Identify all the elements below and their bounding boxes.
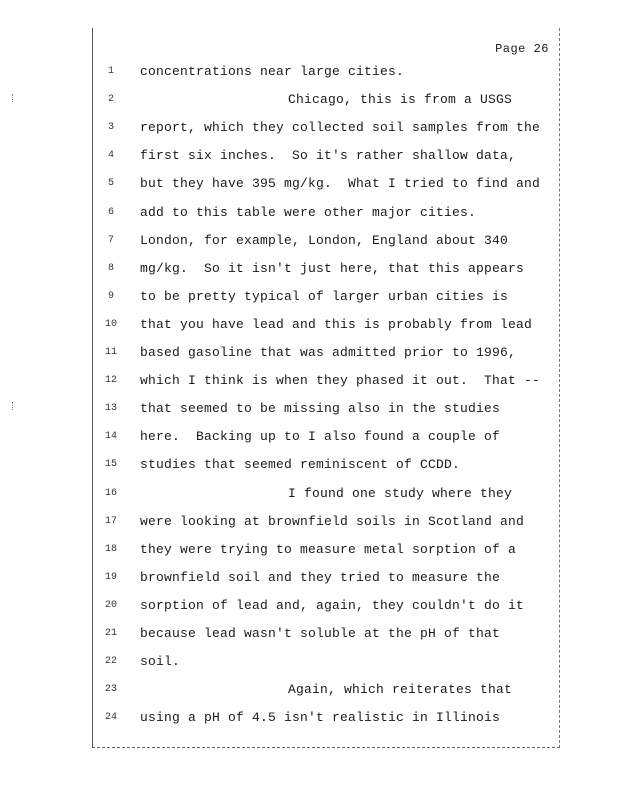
line-number: 7 <box>107 235 114 246</box>
transcript-line-text: studies that seemed reminiscent of CCDD. <box>140 457 461 472</box>
transcript-line-text: first six inches. So it's rather shallow data, <box>140 148 517 163</box>
transcript-line-text: but they have 395 mg/kg. What I tried to find and <box>140 176 541 191</box>
transcript-line-text: add to this table were other major cities. <box>140 205 477 220</box>
transcript-line-text: based gasoline that was admitted prior to 1996, <box>140 345 517 360</box>
transcript-line-text: to be pretty typical of larger urban cities is <box>140 289 509 304</box>
line-number: 14 <box>104 431 117 442</box>
transcript-line-text: that seemed to be missing also in the studies <box>140 401 501 416</box>
transcript-line-text: Again, which reiterates that <box>288 682 513 697</box>
line-number: 19 <box>104 572 117 583</box>
line-number: 4 <box>107 150 114 161</box>
line-number: 6 <box>107 207 114 218</box>
line-number: 21 <box>104 628 117 639</box>
transcript-line-text: brownfield soil and they tried to measure the <box>140 570 501 585</box>
line-number: 5 <box>107 178 114 189</box>
transcript-line-text: report, which they collected soil samples from the <box>140 120 541 135</box>
transcript-line-text: soil. <box>140 654 181 669</box>
line-number: 16 <box>104 488 117 499</box>
transcript-line-text: that you have lead and this is probably from lead <box>140 317 533 332</box>
line-number: 2 <box>107 94 114 105</box>
transcript-line-text: because lead wasn't soluble at the pH of that <box>140 626 501 641</box>
margin-mark <box>12 402 16 410</box>
line-number: 17 <box>104 516 117 527</box>
line-number: 8 <box>107 263 114 274</box>
transcript-line-text: were looking at brownfield soils in Scotland and <box>140 514 525 529</box>
transcript-line-text: London, for example, London, England about 340 <box>140 233 509 248</box>
transcript-line-text: mg/kg. So it isn't just here, that this appears <box>140 261 525 276</box>
line-number: 20 <box>104 600 117 611</box>
transcript-line-text: sorption of lead and, again, they couldn't do it <box>140 598 525 613</box>
line-number: 22 <box>104 656 117 667</box>
line-number: 1 <box>107 66 114 77</box>
page-number: Page 26 <box>495 42 549 56</box>
transcript-line-text: concentrations near large cities. <box>140 64 405 79</box>
line-number: 3 <box>107 122 114 133</box>
line-number: 23 <box>104 684 117 695</box>
line-number: 24 <box>104 712 117 723</box>
line-number: 13 <box>104 403 117 414</box>
transcript-line-text: I found one study where they <box>288 486 513 501</box>
line-number: 9 <box>107 291 114 302</box>
margin-mark <box>12 94 16 102</box>
line-number: 18 <box>104 544 117 555</box>
transcript-line-text: using a pH of 4.5 isn't realistic in Illinois <box>140 710 501 725</box>
line-number: 10 <box>104 319 117 330</box>
line-number: 12 <box>104 375 117 386</box>
line-number: 15 <box>104 459 117 470</box>
transcript-line-text: Chicago, this is from a USGS <box>288 92 513 107</box>
transcript-line-text: here. Backing up to I also found a couple of <box>140 429 501 444</box>
line-number: 11 <box>104 347 117 358</box>
transcript-line-text: they were trying to measure metal sorption of a <box>140 542 517 557</box>
transcript-line-text: which I think is when they phased it out. That -- <box>140 373 541 388</box>
